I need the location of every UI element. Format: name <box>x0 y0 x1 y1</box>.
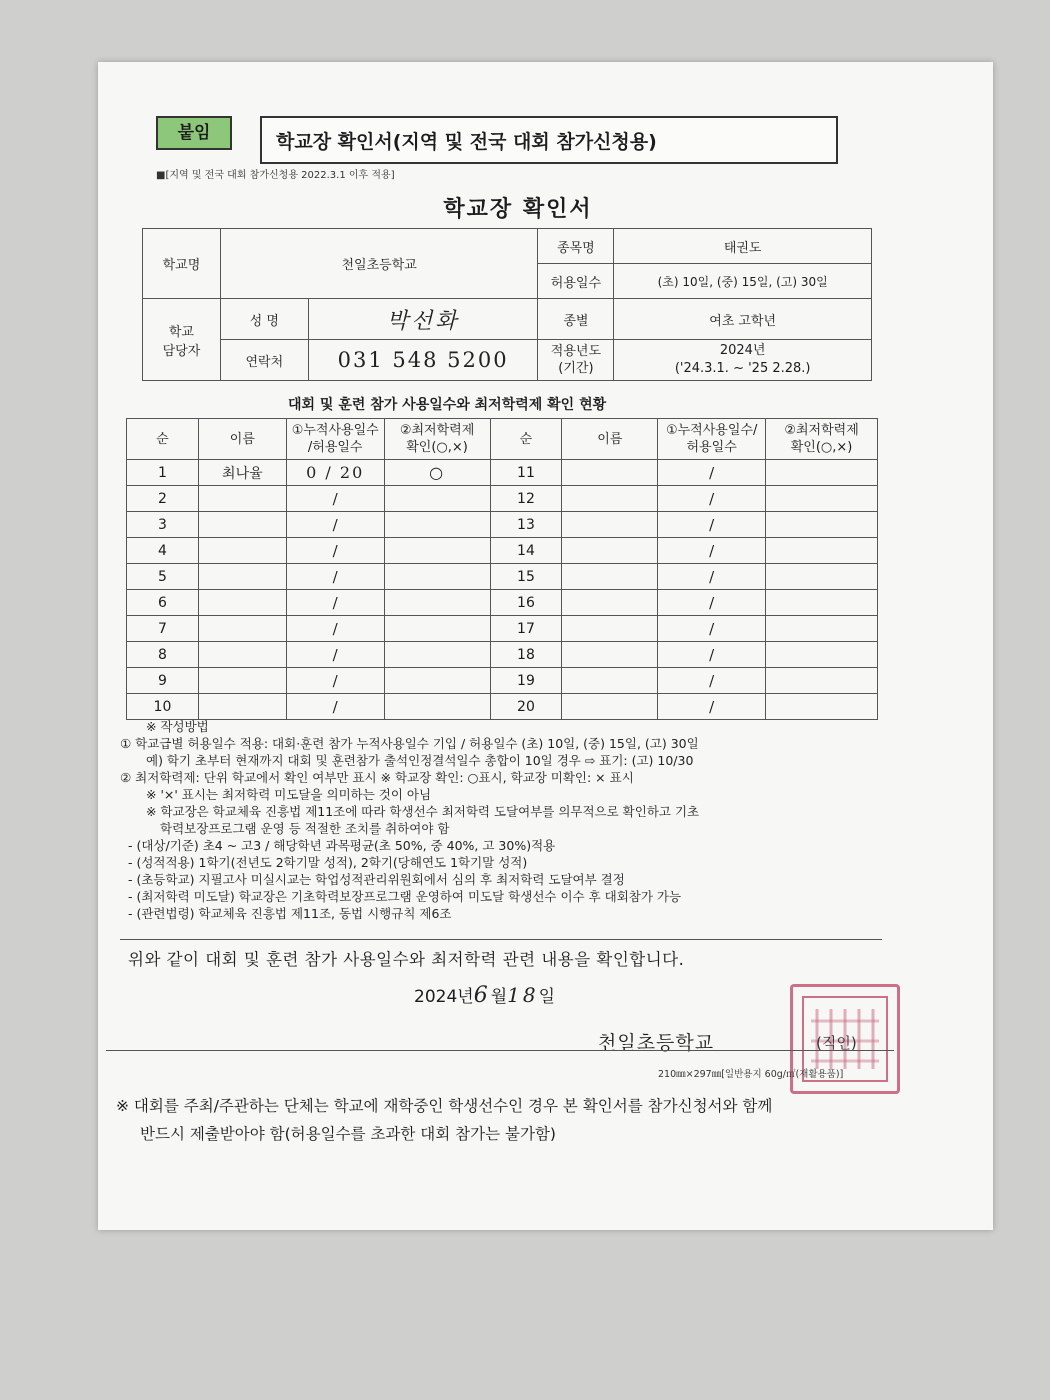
row-days-right: / <box>658 538 766 564</box>
note-2b: ※ '×' 표시는 최저학력 미도달을 의미하는 것이 아님 <box>146 787 432 802</box>
row-check: ○ <box>384 460 490 486</box>
row-days: / <box>286 564 384 590</box>
note-1a: ① 학교급별 허용일수 적용: 대회·훈련 참가 누적사용일수 기입 / 허용일수 (초) 10일, (중) 15일, (고) 30일 <box>120 736 699 751</box>
note-d5: - (관련법령) 학교체육 진흥법 제11조, 동법 시행규칙 제6조 <box>128 906 452 921</box>
row-days: / <box>286 642 384 668</box>
usage-table <box>126 418 878 720</box>
date-year: 2024년 <box>414 987 474 1007</box>
row-days-right: / <box>658 460 766 486</box>
header-min-academic-line2: 확인(○,×) <box>406 440 468 455</box>
row-name <box>198 486 286 512</box>
row-check-right <box>766 512 878 538</box>
table-row <box>127 538 878 564</box>
header-seq-right: 순 <box>490 419 562 460</box>
row-seq-right: 12 <box>490 486 562 512</box>
row-seq: 1 <box>127 460 199 486</box>
row-days: / <box>286 590 384 616</box>
header-cumulative-line1: ①누적사용일수 <box>291 423 379 438</box>
footer-note <box>116 1092 906 1148</box>
table-row <box>127 486 878 512</box>
row-name-right <box>562 512 658 538</box>
row-days-right: / <box>658 642 766 668</box>
row-days-right: / <box>658 668 766 694</box>
notes-title: ※ 작성방법 <box>146 719 209 734</box>
phone-label: 연락처 <box>220 340 308 381</box>
row-check <box>384 564 490 590</box>
table-row <box>127 694 878 720</box>
header-cumulative-right-line1: ①누적사용일수/ <box>665 423 758 438</box>
row-check <box>384 694 490 720</box>
row-name-right <box>562 486 658 512</box>
row-name-right <box>562 538 658 564</box>
row-seq-right: 18 <box>490 642 562 668</box>
row-seq-right: 17 <box>490 616 562 642</box>
note-2c: ※ 학교장은 학교체육 진흥법 제11조에 따라 학생선수 최저학력 도달여부를 의무적으로 확인하고 기초 <box>146 804 700 819</box>
name-value: 박선화 <box>308 299 538 340</box>
row-name <box>198 590 286 616</box>
header-cumulative-line2: /허용일수 <box>307 440 363 455</box>
year-label <box>538 340 614 381</box>
footer-line-1: ※ 대회를 주최/주관하는 단체는 학교에 재학중인 학생선수인 경우 본 확인서를 참가신청서와 함께 <box>116 1097 773 1115</box>
row-seq: 5 <box>127 564 199 590</box>
row-check <box>384 512 490 538</box>
row-seq: 4 <box>127 538 199 564</box>
row-seq: 7 <box>127 616 199 642</box>
table-row <box>127 512 878 538</box>
row-check-right <box>766 486 878 512</box>
row-days: / <box>286 538 384 564</box>
header-min-academic <box>384 419 490 460</box>
row-name <box>198 538 286 564</box>
info-table <box>142 228 872 381</box>
form-subnote: ■[지역 및 전국 대회 참가신청용 2022.3.1 이후 적용] <box>156 170 395 181</box>
row-seq: 3 <box>127 512 199 538</box>
school-value: 천일초등학교 <box>220 229 538 299</box>
row-check <box>384 668 490 694</box>
date-day: 18 <box>507 983 539 1007</box>
row-check <box>384 642 490 668</box>
row-name-right <box>562 668 658 694</box>
document-title: 학교장 확인서 <box>443 197 593 222</box>
note-2a: ② 최저학력제: 단위 학교에서 확인 여부만 표시 ※ 학교장 확인: ○표시, 학교장 미확인: × 표시 <box>120 770 634 785</box>
note-d3: - (초등학교) 지필고사 미실시교는 학업성적관리위원회에서 심의 후 최저학력 도달여부 결정 <box>128 872 625 887</box>
note-1b: 예) 학기 초부터 현재까지 대회 및 훈련참가 출석인정결석일수 총합이 10일 경우 ⇨ 표기: (고) 10/30 <box>146 753 694 768</box>
row-days-right: / <box>658 564 766 590</box>
gender-value: 여초 고학년 <box>614 299 872 340</box>
row-seq-right: 15 <box>490 564 562 590</box>
table-row <box>127 564 878 590</box>
row-seq-right: 16 <box>490 590 562 616</box>
header-name: 이름 <box>198 419 286 460</box>
row-days-right: / <box>658 486 766 512</box>
row-days-right: / <box>658 590 766 616</box>
row-name-right <box>562 694 658 720</box>
header-min-academic-right-line1: ②최저학력제 <box>784 423 859 438</box>
year-value-cell <box>614 340 872 381</box>
row-seq-right: 13 <box>490 512 562 538</box>
row-check-right <box>766 642 878 668</box>
seal-tag: (직인) <box>816 1034 857 1052</box>
row-days-right: / <box>658 616 766 642</box>
school-label: 학교명 <box>143 229 221 299</box>
header-cumulative <box>286 419 384 460</box>
contact-group-label <box>143 299 221 381</box>
form-title-box: 학교장 확인서(지역 및 전국 대회 참가신청용) <box>260 116 838 164</box>
gender-label: 종별 <box>538 299 614 340</box>
row-seq: 10 <box>127 694 199 720</box>
row-check <box>384 590 490 616</box>
divider <box>120 939 882 940</box>
row-check-right <box>766 564 878 590</box>
header-min-academic-right <box>766 419 878 460</box>
row-days: / <box>286 668 384 694</box>
event-label: 종목명 <box>538 229 614 264</box>
days-value: (초) 10일, (중) 15일, (고) 30일 <box>614 264 872 299</box>
name-label: 성 명 <box>220 299 308 340</box>
row-name <box>198 668 286 694</box>
period-value: ('24.3.1. ~ '25 2.28.) <box>674 361 811 376</box>
date-month: 6 <box>473 983 491 1008</box>
row-check-right <box>766 616 878 642</box>
header-cumulative-right-line2: 허용일수 <box>686 440 737 455</box>
row-name-right <box>562 590 658 616</box>
row-days: / <box>286 512 384 538</box>
row-seq-right: 11 <box>490 460 562 486</box>
divider <box>106 1050 894 1051</box>
sign-date <box>414 982 555 1008</box>
row-name: 최나율 <box>198 460 286 486</box>
date-day-label: 일 <box>538 987 556 1007</box>
row-days: 0 / 20 <box>286 460 384 486</box>
header-name-right: 이름 <box>562 419 658 460</box>
row-check-right <box>766 460 878 486</box>
paper-spec: 210㎜×297㎜[일반용지 60g/㎡(재활용품)] <box>658 1069 844 1080</box>
row-check <box>384 486 490 512</box>
row-days: / <box>286 616 384 642</box>
row-name-right <box>562 642 658 668</box>
event-value: 태권도 <box>614 229 872 264</box>
row-days-right: / <box>658 512 766 538</box>
row-days: / <box>286 694 384 720</box>
year-value: 2024년 <box>719 343 766 358</box>
header-min-academic-line1: ②최저학력제 <box>399 423 475 438</box>
instructions-block <box>120 718 900 922</box>
school-signature: 천일초등학교 <box>598 1032 715 1054</box>
days-label: 허용일수 <box>538 264 614 299</box>
row-name <box>198 616 286 642</box>
row-name-right <box>562 564 658 590</box>
date-month-label: 월 <box>490 987 508 1007</box>
note-d1: - (대상/기준) 초4 ~ 고3 / 해당학년 과목평균(초 50%, 중 40%, 고 30%)적용 <box>128 838 556 853</box>
row-seq: 8 <box>127 642 199 668</box>
row-check-right <box>766 538 878 564</box>
footer-line-2: 반드시 제출받아야 함(허용일수를 초과한 대회 참가는 불가함) <box>140 1125 556 1143</box>
contact-group-label-line2: 담당자 <box>162 343 201 359</box>
table-row <box>127 616 878 642</box>
note-2d: 학력보장프로그램 운영 등 적절한 조치를 취하여야 함 <box>160 821 450 836</box>
note-d4: - (최저학력 미도달) 학교장은 기초학력보장프로그램 운영하여 미도달 학생선수 이수 후 대회참가 가능 <box>128 889 682 904</box>
row-seq: 9 <box>127 668 199 694</box>
year-label-line2: (기간) <box>558 361 594 376</box>
header-min-academic-right-line2: 확인(○,×) <box>790 440 853 455</box>
row-seq-right: 19 <box>490 668 562 694</box>
row-name-right <box>562 460 658 486</box>
contact-group-label-line1: 학교 <box>168 324 194 340</box>
row-check-right <box>766 590 878 616</box>
row-name <box>198 642 286 668</box>
row-seq: 2 <box>127 486 199 512</box>
section-title: 대회 및 훈련 참가 사용일수와 최저학력제 확인 현황 <box>288 397 607 413</box>
table-row <box>127 590 878 616</box>
row-check <box>384 538 490 564</box>
header-cumulative-right <box>658 419 766 460</box>
row-seq-right: 20 <box>490 694 562 720</box>
attachment-badge: 붙임 <box>156 116 232 150</box>
row-seq: 6 <box>127 590 199 616</box>
row-check-right <box>766 668 878 694</box>
header-seq: 순 <box>127 419 199 460</box>
row-days-right: / <box>658 694 766 720</box>
row-check-right <box>766 694 878 720</box>
year-label-line1: 적용년도 <box>550 344 601 359</box>
row-seq-right: 14 <box>490 538 562 564</box>
row-name-right <box>562 616 658 642</box>
phone-value: 031 548 5200 <box>308 340 538 381</box>
row-name <box>198 512 286 538</box>
table-row <box>127 460 878 486</box>
confirm-statement: 위와 같이 대회 및 훈련 참가 사용일수와 최저학력 관련 내용을 확인합니다. <box>128 950 685 969</box>
table-row <box>127 668 878 694</box>
table-row <box>127 642 878 668</box>
note-d2: - (성적적용) 1학기(전년도 2학기말 성적), 2학기(당해연도 1학기말 성적) <box>128 855 528 870</box>
row-check <box>384 616 490 642</box>
row-name <box>198 564 286 590</box>
document-page <box>98 62 993 1230</box>
row-days: / <box>286 486 384 512</box>
row-name <box>198 694 286 720</box>
